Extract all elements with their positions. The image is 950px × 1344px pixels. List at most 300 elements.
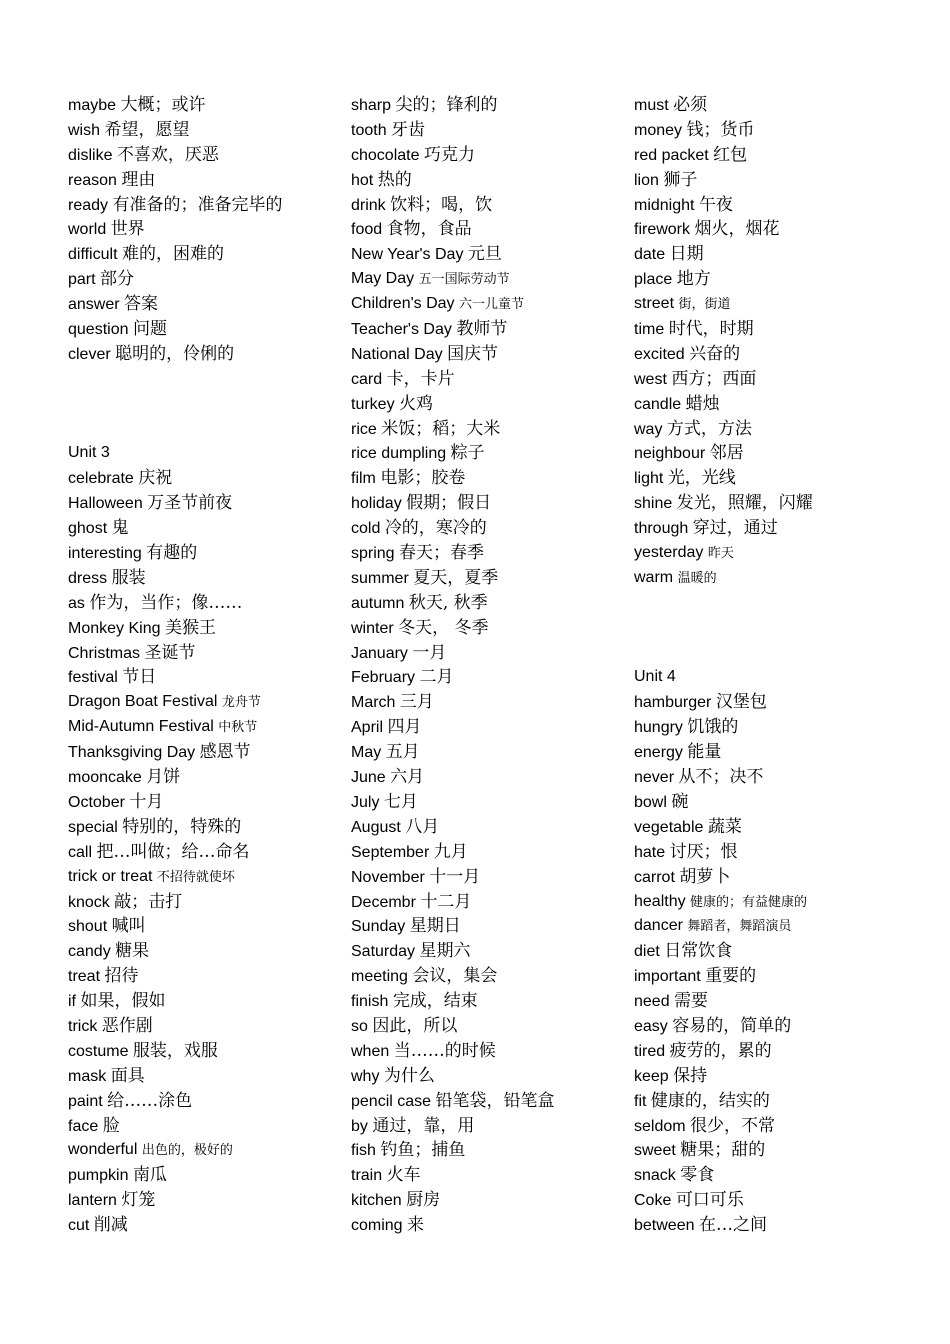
- chinese-meaning: 饥饿的: [687, 717, 739, 738]
- vocab-entry: [634, 1064, 813, 1089]
- vocab-entry: [634, 865, 813, 890]
- chinese-meaning: 重要的: [705, 966, 757, 987]
- vocab-entry: [351, 292, 555, 317]
- english-word: spring: [351, 545, 395, 563]
- vocab-entry: [634, 292, 813, 317]
- chinese-meaning: 南瓜: [132, 1165, 167, 1186]
- vocab-entry: [68, 616, 282, 641]
- vocab-entry: [351, 1014, 555, 1039]
- chinese-meaning: 糖果: [115, 941, 150, 962]
- chinese-meaning: 圣诞节: [144, 642, 196, 663]
- vocab-entry: [68, 1014, 282, 1039]
- vocab-entry: [351, 914, 555, 939]
- english-word: world: [68, 221, 107, 239]
- chinese-meaning: 六月: [390, 767, 425, 788]
- chinese-meaning: 九月: [433, 841, 468, 862]
- vocab-entry: [634, 342, 813, 367]
- english-word: Teacher's Day: [351, 321, 452, 339]
- english-word: date: [634, 246, 666, 264]
- vocab-entry: [634, 989, 813, 1014]
- vocab-entry: [68, 317, 282, 342]
- english-word: New Year's Day: [351, 246, 464, 264]
- chinese-meaning: 万圣节前夜: [147, 493, 233, 514]
- english-word: question: [68, 321, 129, 339]
- chinese-meaning: 零食: [680, 1165, 715, 1186]
- chinese-meaning: 狮子: [663, 169, 698, 190]
- vocab-entry: [351, 591, 555, 616]
- vocab-entry: [68, 143, 282, 168]
- vocab-entry: [351, 665, 555, 690]
- english-word: seldom: [634, 1117, 686, 1135]
- vocab-entry: [351, 1114, 555, 1139]
- vocab-entry: [351, 342, 555, 367]
- chinese-meaning: 国庆节: [447, 343, 499, 364]
- chinese-meaning: 二月: [419, 667, 454, 688]
- vocab-entry: [634, 1213, 813, 1238]
- vocab-entry: [68, 740, 282, 765]
- english-word: holiday: [351, 495, 402, 513]
- english-word: mask: [68, 1067, 107, 1085]
- english-word: tired: [634, 1042, 666, 1060]
- vocab-entry: [68, 118, 282, 143]
- vocab-entry: [68, 491, 282, 516]
- english-word: rice dumpling: [351, 445, 447, 463]
- chinese-meaning: 大概；或许: [120, 95, 206, 115]
- chinese-meaning: 街，街道: [678, 297, 731, 313]
- chinese-meaning: 难的，困难的: [121, 244, 224, 265]
- english-word: red packet: [634, 146, 709, 164]
- chinese-meaning: 冬天， 冬季: [398, 617, 489, 638]
- english-word: difficult: [68, 246, 118, 264]
- english-word: street: [634, 295, 675, 313]
- english-word: Decembr: [351, 893, 416, 911]
- vocab-entry: [351, 541, 555, 566]
- english-word: call: [68, 843, 93, 861]
- chinese-meaning: 如果，假如: [80, 991, 166, 1012]
- vocab-entry: [634, 964, 813, 989]
- english-word: chocolate: [351, 146, 420, 164]
- chinese-meaning: 招待: [104, 966, 139, 987]
- english-word: shout: [68, 918, 108, 936]
- english-word: Sunday: [351, 918, 406, 936]
- vocab-entry: [351, 491, 555, 516]
- english-word: sweet: [634, 1142, 676, 1160]
- chinese-meaning: 方式，方法: [666, 418, 752, 439]
- vocab-entry: [634, 441, 813, 466]
- vocab-entry: [68, 1089, 282, 1114]
- vocab-entry: [351, 641, 555, 666]
- vocab-entry: [68, 690, 282, 715]
- vocab-entry: [351, 1039, 555, 1064]
- english-word: way: [634, 420, 663, 438]
- chinese-meaning: 糖果；甜的: [680, 1140, 766, 1161]
- english-word: dancer: [634, 917, 683, 935]
- vocab-entry: [351, 1089, 555, 1114]
- english-word: paint: [68, 1092, 103, 1110]
- chinese-meaning: 十月: [129, 791, 164, 812]
- chinese-meaning: 钓鱼；捕鱼: [380, 1140, 466, 1161]
- chinese-meaning: 牙齿: [391, 119, 426, 140]
- chinese-meaning: 希望，愿望: [104, 119, 190, 140]
- chinese-meaning: 春天；春季: [399, 543, 485, 564]
- english-word: pencil case: [351, 1092, 432, 1110]
- chinese-meaning: 喊叫: [111, 916, 146, 937]
- chinese-meaning: 三月: [399, 692, 434, 713]
- chinese-meaning: 星期六: [419, 941, 471, 962]
- chinese-meaning: 聪明的，伶俐的: [115, 343, 235, 364]
- english-word: shine: [634, 495, 673, 513]
- english-word: special: [68, 818, 118, 836]
- chinese-meaning: 龙舟节: [221, 695, 261, 711]
- chinese-meaning: 十二月: [420, 891, 472, 912]
- chinese-meaning: 铅笔袋，铅笔盒: [435, 1090, 555, 1111]
- vocab-entry: [68, 292, 282, 317]
- vocab-entry: [351, 367, 555, 392]
- english-word: diet: [634, 943, 660, 961]
- english-word: why: [351, 1067, 380, 1085]
- vocab-entry: [634, 217, 813, 242]
- english-word: fit: [634, 1092, 647, 1110]
- vocab-entry: [68, 1213, 282, 1238]
- english-word: Coke: [634, 1192, 672, 1210]
- english-word: midnight: [634, 196, 695, 214]
- chinese-meaning: 可口可乐: [675, 1190, 744, 1211]
- english-word: Saturday: [351, 943, 416, 961]
- english-word: vegetable: [634, 818, 704, 836]
- chinese-meaning: 庆祝: [138, 468, 173, 489]
- english-word: place: [634, 271, 673, 289]
- vocab-entry: [634, 93, 813, 118]
- vocab-entry: [634, 890, 813, 915]
- english-word: lantern: [68, 1192, 117, 1210]
- vocab-entry: [68, 93, 282, 118]
- english-word: May Day: [351, 270, 415, 288]
- vocab-entry: [351, 715, 555, 740]
- vocab-entry: [351, 1213, 555, 1238]
- blank-line: [68, 367, 282, 392]
- vocab-entry: [351, 392, 555, 417]
- chinese-meaning: 日期: [669, 244, 704, 265]
- vocab-entry: [634, 417, 813, 442]
- english-word: lion: [634, 171, 659, 189]
- english-word: important: [634, 968, 701, 986]
- english-word: April: [351, 719, 384, 737]
- chinese-meaning: 健康的；有益健康的: [690, 894, 808, 910]
- vocab-entry: [634, 765, 813, 790]
- chinese-meaning: 不喜欢，厌恶: [116, 144, 219, 165]
- vocab-entry: [634, 541, 813, 566]
- english-word: fish: [351, 1142, 376, 1160]
- english-word: candle: [634, 395, 682, 413]
- english-word: face: [68, 1117, 99, 1135]
- chinese-meaning: 星期日: [409, 916, 461, 937]
- vocab-entry: [68, 1188, 282, 1213]
- vocab-entry: [351, 441, 555, 466]
- chinese-meaning: 为什么: [383, 1065, 435, 1086]
- chinese-meaning: 能量: [687, 742, 722, 763]
- chinese-meaning: 发光，照耀，闪耀: [676, 493, 813, 514]
- vocab-entry: [351, 193, 555, 218]
- chinese-meaning: 饮料；喝，饮: [390, 194, 493, 215]
- chinese-meaning: 六一儿童节: [459, 297, 525, 313]
- chinese-meaning: 假期；假日: [406, 493, 492, 514]
- chinese-meaning: 兴奋的: [689, 343, 741, 364]
- chinese-meaning: 邻居: [709, 443, 744, 464]
- english-word: wish: [68, 121, 101, 139]
- chinese-meaning: 特别的，特殊的: [122, 816, 242, 837]
- vocab-entry: [351, 790, 555, 815]
- vocab-entry: [634, 715, 813, 740]
- chinese-meaning: 教师节: [456, 319, 508, 340]
- chinese-meaning: 光，光线: [667, 468, 736, 489]
- chinese-meaning: 火车: [386, 1165, 421, 1186]
- chinese-meaning: 通过，靠，用: [372, 1115, 475, 1136]
- vocab-entry: [634, 1163, 813, 1188]
- vocab-entry: [351, 168, 555, 193]
- english-word: through: [634, 520, 689, 538]
- chinese-meaning: 完成，结束: [392, 991, 478, 1012]
- english-word: drink: [351, 196, 386, 214]
- vocab-entry: [634, 1089, 813, 1114]
- chinese-meaning: 红包: [713, 144, 748, 165]
- chinese-meaning: 蜡烛: [685, 393, 720, 414]
- chinese-meaning: 午夜: [698, 194, 733, 215]
- english-word: if: [68, 993, 76, 1011]
- chinese-meaning: 厨房: [406, 1190, 441, 1211]
- english-word: energy: [634, 744, 683, 762]
- vocab-entry: [68, 1114, 282, 1139]
- english-word: warm: [634, 568, 674, 586]
- vocab-entry: [68, 765, 282, 790]
- vocab-entry: [68, 591, 282, 616]
- chinese-meaning: 五月: [385, 742, 420, 763]
- vocab-entry: [634, 1014, 813, 1039]
- english-word: healthy: [634, 892, 686, 910]
- english-word: snack: [634, 1167, 676, 1185]
- english-word: Monkey King: [68, 619, 161, 637]
- english-word: June: [351, 769, 386, 787]
- vocab-entry: [68, 865, 282, 890]
- chinese-meaning: 保持: [673, 1065, 708, 1086]
- vocab-entry: [351, 815, 555, 840]
- chinese-meaning: 感恩节: [199, 742, 251, 763]
- vocab-entry: [634, 939, 813, 964]
- chinese-meaning: 美猴王: [164, 617, 216, 638]
- vocab-entry: [351, 118, 555, 143]
- chinese-meaning: 很少，不常: [690, 1115, 776, 1136]
- vocab-entry: [634, 914, 813, 939]
- vocab-entry: [351, 890, 555, 915]
- chinese-meaning: 胡萝卜: [679, 866, 731, 887]
- english-word: cut: [68, 1217, 90, 1235]
- english-word: Mid-Autumn Festival: [68, 718, 214, 736]
- chinese-meaning: 来: [407, 1215, 425, 1236]
- vocab-entry: [351, 516, 555, 541]
- vocab-entry: [351, 242, 555, 267]
- english-word: train: [351, 1167, 383, 1185]
- vocab-entry: [634, 466, 813, 491]
- chinese-meaning: 五一国际劳动节: [418, 272, 510, 288]
- chinese-meaning: 卡，卡片: [386, 368, 455, 389]
- english-word: turkey: [351, 395, 395, 413]
- english-word: excited: [634, 345, 685, 363]
- vocab-entry: [351, 566, 555, 591]
- chinese-meaning: 削减: [93, 1215, 128, 1236]
- english-word: March: [351, 694, 396, 712]
- vocab-entry: [68, 715, 282, 740]
- english-word: when: [351, 1042, 390, 1060]
- chinese-meaning: 四月: [387, 717, 422, 738]
- english-word: meeting: [351, 968, 408, 986]
- english-word: rice: [351, 420, 377, 438]
- vocab-entry: [351, 417, 555, 442]
- english-word: between: [634, 1217, 695, 1235]
- vocab-entry: [351, 143, 555, 168]
- english-word: interesting: [68, 545, 142, 563]
- english-word: finish: [351, 993, 389, 1011]
- english-word: light: [634, 470, 664, 488]
- chinese-meaning: 钱；货币: [686, 119, 755, 140]
- vocab-entry: [68, 665, 282, 690]
- vocab-entry: [634, 740, 813, 765]
- chinese-meaning: 穿过，通过: [692, 518, 778, 539]
- english-word: mooncake: [68, 769, 142, 787]
- vocab-entry: [634, 143, 813, 168]
- english-word: maybe: [68, 97, 117, 114]
- chinese-meaning: 七月: [383, 791, 418, 812]
- chinese-meaning: 米饭；稻；大米: [381, 418, 501, 439]
- chinese-meaning: 火鸡: [399, 393, 434, 414]
- english-word: Thanksgiving Day: [68, 744, 196, 762]
- english-word: hamburger: [634, 694, 712, 712]
- english-word: food: [351, 221, 383, 239]
- vocab-entry: [351, 989, 555, 1014]
- chinese-meaning: 在…之间: [698, 1215, 767, 1236]
- english-word: dislike: [68, 146, 113, 164]
- chinese-meaning: 有准备的；准备完毕的: [112, 194, 283, 215]
- chinese-meaning: 十一月: [429, 866, 481, 887]
- english-word: summer: [351, 569, 409, 587]
- english-word: money: [634, 121, 683, 139]
- chinese-meaning: 元旦: [467, 244, 502, 265]
- english-word: ready: [68, 196, 109, 214]
- english-word: October: [68, 793, 125, 811]
- english-word: trick or treat: [68, 867, 153, 885]
- vocab-entry: [351, 267, 555, 292]
- chinese-meaning: 电影；胶卷: [380, 468, 466, 489]
- vocab-entry: [634, 242, 813, 267]
- chinese-meaning: 容易的，简单的: [672, 1015, 792, 1036]
- english-word: Halloween: [68, 495, 143, 513]
- vocab-entry: [634, 790, 813, 815]
- vocab-entry: [68, 466, 282, 491]
- vocab-entry: [68, 641, 282, 666]
- english-word: ghost: [68, 520, 108, 538]
- english-word: never: [634, 769, 675, 787]
- chinese-meaning: 当……的时候: [393, 1040, 496, 1061]
- vocab-entry: [68, 193, 282, 218]
- chinese-meaning: 面具: [110, 1065, 145, 1086]
- unit-heading: Unit 4: [634, 668, 676, 686]
- vocab-entry: [68, 939, 282, 964]
- vocab-entry: [351, 740, 555, 765]
- chinese-meaning: 西方；西面: [671, 368, 757, 389]
- english-word: autumn: [351, 594, 405, 612]
- vocab-entry: [351, 690, 555, 715]
- vocab-entry: [351, 93, 555, 118]
- english-word: part: [68, 271, 96, 289]
- chinese-meaning: 把…叫做；给…命名: [96, 841, 250, 862]
- english-word: reason: [68, 171, 117, 189]
- vocab-entry: [68, 914, 282, 939]
- english-word: hungry: [634, 719, 683, 737]
- english-word: wonderful: [68, 1141, 138, 1159]
- blank-line: [68, 417, 282, 442]
- chinese-meaning: 会议，集会: [412, 966, 498, 987]
- chinese-meaning: 热的: [377, 169, 412, 190]
- vocab-entry: [634, 267, 813, 292]
- chinese-meaning: 汉堡包: [715, 692, 767, 713]
- chinese-meaning: 给……涂色: [107, 1090, 193, 1111]
- english-word: trick: [68, 1017, 98, 1035]
- chinese-meaning: 一月: [412, 642, 447, 663]
- chinese-meaning: 世界: [110, 219, 145, 240]
- vocab-entry: [68, 790, 282, 815]
- blank-line: [634, 591, 813, 616]
- chinese-meaning: 八月: [405, 816, 440, 837]
- chinese-meaning: 脸: [102, 1115, 120, 1136]
- chinese-meaning: 日常饮食: [664, 941, 733, 962]
- vocab-entry: [68, 242, 282, 267]
- english-word: February: [351, 669, 416, 687]
- vocab-entry: [351, 466, 555, 491]
- english-word: need: [634, 993, 670, 1011]
- english-word: keep: [634, 1067, 669, 1085]
- chinese-meaning: 鬼: [111, 518, 129, 539]
- chinese-meaning: 灯笼: [121, 1190, 156, 1211]
- vocab-entry: [351, 1064, 555, 1089]
- chinese-meaning: 有趣的: [146, 543, 198, 564]
- english-word: yesterday: [634, 544, 704, 562]
- blank-line: [68, 392, 282, 417]
- chinese-meaning: 碗: [671, 791, 689, 812]
- english-word: film: [351, 470, 376, 488]
- chinese-meaning: 必须: [673, 95, 708, 115]
- chinese-meaning: 巧克力: [423, 144, 475, 165]
- english-word: west: [634, 370, 667, 388]
- vocab-entry: [634, 690, 813, 715]
- english-word: kitchen: [351, 1192, 402, 1210]
- vocab-entry: [634, 840, 813, 865]
- unit-heading: Unit 3: [68, 444, 110, 462]
- chinese-meaning: 地方: [676, 269, 711, 290]
- vocab-entry: [351, 1138, 555, 1163]
- english-word: sharp: [351, 97, 392, 114]
- chinese-meaning: 需要: [674, 991, 709, 1012]
- chinese-meaning: 月饼: [146, 767, 181, 788]
- english-word: January: [351, 644, 408, 662]
- english-word: Christmas: [68, 644, 141, 662]
- english-word: coming: [351, 1217, 403, 1235]
- chinese-meaning: 烟火，烟花: [694, 219, 780, 240]
- chinese-meaning: 理由: [121, 169, 156, 190]
- chinese-meaning: 中秋节: [218, 720, 258, 736]
- english-word: Dragon Boat Festival: [68, 693, 218, 711]
- vocab-entry: [68, 541, 282, 566]
- chinese-meaning: 答案: [124, 294, 159, 315]
- vocab-column-2: [351, 93, 555, 1238]
- chinese-meaning: 讨厌；恨: [669, 841, 738, 862]
